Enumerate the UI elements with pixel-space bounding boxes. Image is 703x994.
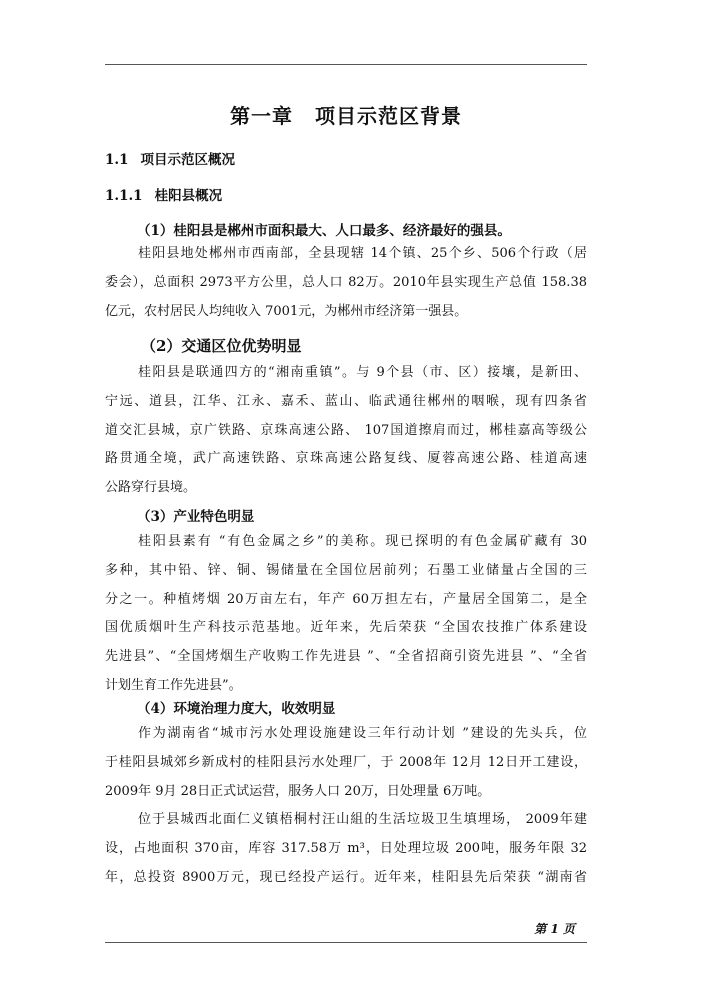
- paragraph-line: 宁远、道县，江华、江永、嘉禾、蓝山、临武通往郴州的咽喉，现有四条省: [105, 393, 587, 409]
- section-heading-1-1: [105, 148, 235, 168]
- paragraph-2: [105, 359, 587, 503]
- paragraph-line: 公路穿行县境。: [105, 480, 197, 496]
- chapter-title: [105, 100, 587, 129]
- section-title: 项目示范区概况: [140, 152, 235, 168]
- paragraph-line: 分之一。种植烤烟 20万亩左右，年产 60万担左右，产量居全国第二，是全: [105, 591, 587, 607]
- paragraph-line: 桂阳县素有 “有色金属之乡”的美称。现已探明的有色金属矿藏有 30: [138, 534, 587, 549]
- footer-rule: [105, 942, 587, 943]
- paragraph-line: 桂阳县是联通四方的“湘南重镇”。与 9个县（市、区）接壤，是新田、: [138, 365, 587, 380]
- paragraph-1: [105, 240, 587, 326]
- subheading-3: （3）产业特色明显: [137, 509, 255, 525]
- paragraph-line: 国优质烟叶生产科技示范基地。近年来，先后荣获 “全国农技推广体系建设: [105, 620, 587, 636]
- section-number: 1.1.1: [105, 188, 143, 204]
- paragraph-line: 桂阳县地处郴州市西南部，全县现辖 14个镇、25个乡、506个行政（居: [138, 246, 587, 261]
- header-rule: [105, 64, 587, 65]
- paragraph-4: [105, 720, 587, 893]
- paragraph-line: 年，总投资 8900万元，现已经投产运行。近年来，桂阳县先后荣获 “湖南省: [105, 869, 587, 885]
- chapter-name: 项目示范区背景: [315, 104, 462, 128]
- paragraph-line: 路贯通全境，武广高速铁路、京珠高速公路复线、厦蓉高速公路、桂道高速: [105, 451, 587, 467]
- section-number: 1.1: [105, 152, 129, 168]
- paragraph-line: 设，占地面积 370亩，库容 317.58万 m³，日处理垃圾 200吨，服务年限 32: [105, 841, 587, 857]
- paragraph-line: 道交汇县城，京广铁路、京珠高速公路、 107国道擦肩而过，郴桂嘉高等级公: [105, 422, 587, 438]
- paragraph-line: 先进县”、“全国烤烟生产收购工作先进县 ”、“全省招商引资先进县 ”、“全省: [105, 649, 587, 665]
- paragraph-line: 2009年 9月 28日正式试运营，服务人口 20万，日处理量 6万吨。: [105, 783, 491, 799]
- paragraph-line: 作为湖南省“城市污水处理设施建设三年行动计划 ”建设的先头兵，位: [138, 726, 587, 741]
- paragraph-line: 多种，其中铅、锌、铜、锡储量在全国位居前列；石墨工业储量占全国的三: [105, 562, 587, 578]
- subheading-1: （1）桂阳县是郴州市面积最大、人口最多、经济最好的强县。: [137, 223, 511, 239]
- section-heading-1-1-1: [105, 184, 222, 204]
- paragraph-3: [105, 528, 587, 701]
- chapter-number: 第一章: [230, 104, 293, 128]
- paragraph-line: 计划生育工作先进县”。: [105, 677, 242, 693]
- subheading-2: （2）交通区位优势明显: [141, 337, 302, 355]
- page-number: 第 1 页: [534, 922, 575, 936]
- section-title: 桂阳县概况: [154, 188, 223, 204]
- paragraph-line: 于桂阳县城郊乡新成村的桂阳县污水处理厂，于 2008年 12月 12日开工建设，: [105, 754, 587, 770]
- subheading-4: （4）环境治理力度大，收效明显: [137, 701, 336, 717]
- paragraph-line: 委会），总面积 2973平方公里，总人口 82万。2010年县实现生产总值 158.38: [105, 274, 587, 290]
- paragraph-line: 亿元，农村居民人均纯收入 7001元，为郴州市经济第一强县。: [105, 303, 468, 319]
- paragraph-line: 位于县城西北面仁义镇梧桐村汪山組的生活垃圾卫生填埋场， 2009年建: [138, 812, 587, 828]
